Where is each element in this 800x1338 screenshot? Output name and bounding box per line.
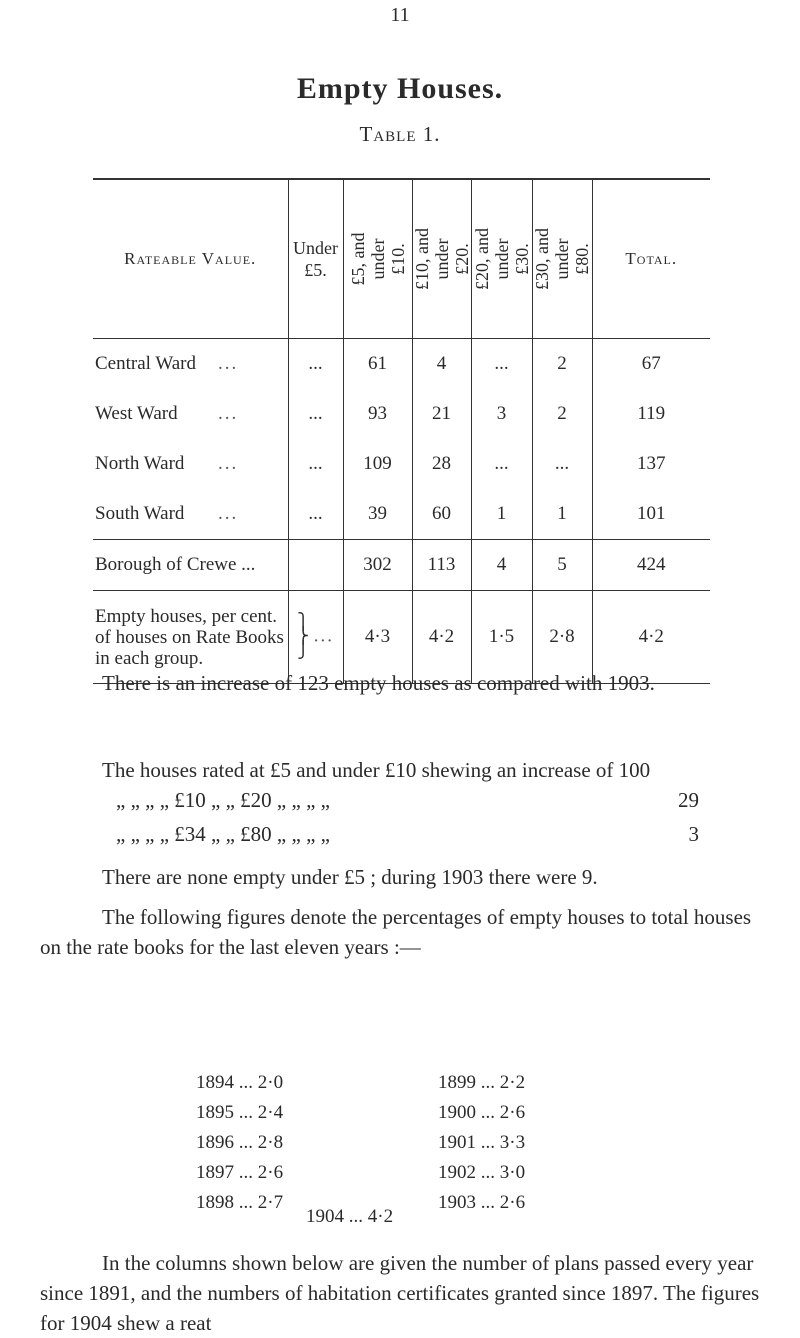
header-under-5: Under £5.: [288, 179, 343, 339]
cell-10-20: 4: [412, 339, 471, 390]
cell-30-80: 2·8: [532, 591, 592, 684]
cell-under-5: ⎫ ⎬ ⎭ ...: [288, 591, 343, 684]
ditto-line-20: „ „ „ „ £10 „ „ £20 „ „ „ „ 29: [116, 788, 699, 812]
year-row: 1896 ... 2·8 1901 ... 3·3: [196, 1132, 526, 1153]
cell-under-5: ...: [288, 489, 343, 540]
ditto-line-80: „ „ „ „ £34 „ „ £80 „ „ „ „ 3: [116, 822, 699, 846]
header-5-to-10: £5, and under £10.: [343, 179, 412, 339]
year-row: 1898 ... 2·7 1903 ... 2·6: [196, 1192, 526, 1213]
table-caption: Table 1.: [359, 122, 441, 146]
cell-20-30: 1: [471, 489, 532, 540]
year-row: 1895 ... 2·4 1900 ... 2·6: [196, 1102, 526, 1123]
cell-20-30: 4: [471, 540, 532, 591]
row-label: Central Ward ...: [95, 353, 239, 374]
cell-20-30: 3: [471, 389, 532, 439]
cell-30-80: 5: [532, 540, 592, 591]
cell-5-10: 93: [343, 389, 412, 439]
cell-10-20: 113: [412, 540, 471, 591]
cell-20-30: ...: [471, 439, 532, 489]
yearly-percentages: [196, 1072, 616, 1222]
cell-total: 119: [592, 389, 710, 439]
cell-5-10: 109: [343, 439, 412, 489]
header-30-to-80: £30, and under £80.: [532, 179, 592, 339]
cell-10-20: 60: [412, 489, 471, 540]
cell-30-80: 2: [532, 339, 592, 390]
cell-5-10: 39: [343, 489, 412, 540]
cell-under-5: ...: [288, 339, 343, 390]
paragraph-plans: In the columns shown below are given the number of plans passed every year since 1891, and the numbers of habitation certificates granted since 1897. The figures for 1904 shew a reat: [40, 1251, 760, 1335]
cell-5-10: 302: [343, 540, 412, 591]
row-label: South Ward ...: [95, 503, 239, 524]
row-label: North Ward ...: [95, 453, 239, 474]
cell-total: 424: [592, 540, 710, 591]
header-rateable-value: Rateable Value.: [93, 179, 288, 339]
page-title: Empty Houses.: [296, 72, 504, 105]
year-row-1904: 1904 ... 4·2: [306, 1206, 394, 1227]
table-row-west-ward: [93, 389, 710, 439]
cell-total: 4·2: [592, 591, 710, 684]
table-row-north-ward: [93, 439, 710, 489]
row-label: Empty houses, per cent. of houses on Rate Books in each group.: [93, 591, 288, 684]
table-row-borough: [93, 540, 710, 591]
row-label: Borough of Crewe ...: [93, 540, 288, 591]
cell-10-20: 21: [412, 389, 471, 439]
cell-5-10: 61: [343, 339, 412, 390]
cell-total: 67: [592, 339, 710, 390]
cell-30-80: 2: [532, 389, 592, 439]
cell-5-10: 4·3: [343, 591, 412, 684]
cell-20-30: ...: [471, 339, 532, 390]
paragraph-rated: The houses rated at £5 and under £10 shewing an increase of 100: [102, 758, 651, 782]
header-10-to-20: £10, and under £20.: [412, 179, 471, 339]
cell-under-5: [288, 540, 343, 591]
cell-30-80: 1: [532, 489, 592, 540]
paragraph-percentages: The following figures denote the percentages of empty houses to total houses on the rate books for the last eleven years :—: [40, 905, 752, 959]
page-number: 11: [390, 4, 410, 26]
empty-houses-table: [93, 178, 710, 684]
cell-30-80: ...: [532, 439, 592, 489]
year-row: 1894 ... 2·0 1899 ... 2·2: [196, 1072, 526, 1093]
header-20-to-30: £20, and under £30.: [471, 179, 532, 339]
cell-under-5: ...: [288, 439, 343, 489]
cell-total: 101: [592, 489, 710, 540]
year-row: 1897 ... 2·6 1902 ... 3·0: [196, 1162, 526, 1183]
paragraph-none-empty: There are none empty under £5 ; during 1903 there were 9.: [102, 865, 598, 889]
table-row-central-ward: [93, 339, 710, 390]
header-total: Total.: [592, 179, 710, 339]
cell-10-20: 4·2: [412, 591, 471, 684]
table-row-south-ward: [93, 489, 710, 540]
table-header-row: [93, 179, 710, 339]
brace-glyph: ⎫ ⎬ ⎭: [297, 614, 309, 659]
cell-10-20: 28: [412, 439, 471, 489]
cell-under-5: ...: [288, 389, 343, 439]
row-label: West Ward ...: [95, 403, 239, 424]
cell-total: 137: [592, 439, 710, 489]
paragraph-increase: There is an increase of 123 empty houses as compared with 1903.: [102, 671, 655, 695]
cell-20-30: 1·5: [471, 591, 532, 684]
